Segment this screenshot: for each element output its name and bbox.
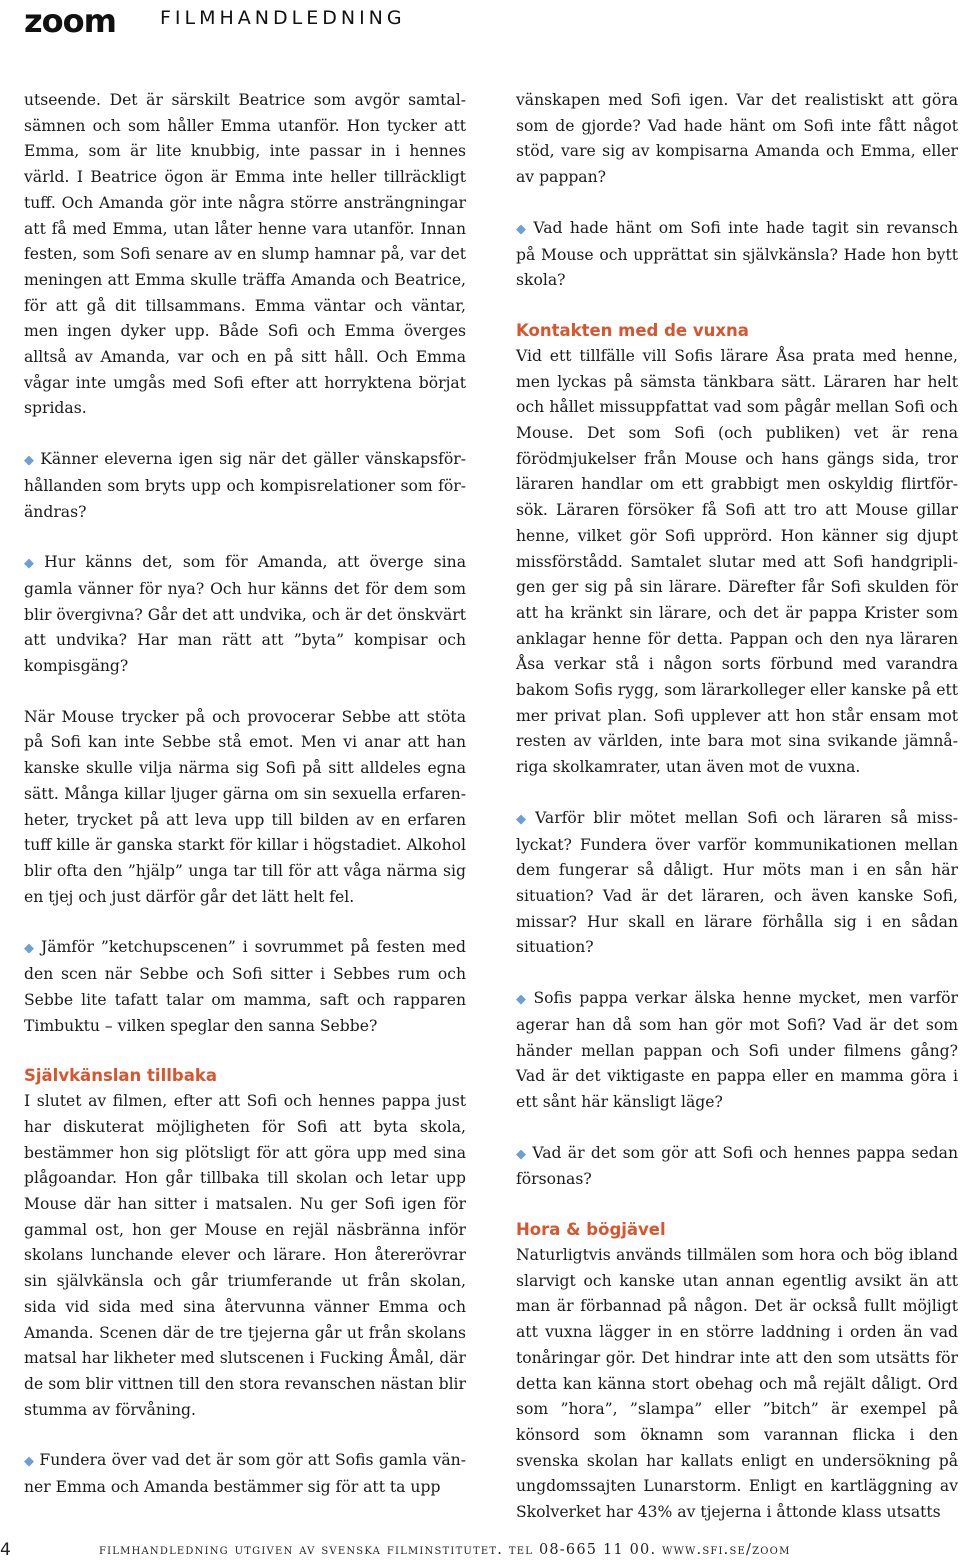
question: ◆ Jämför ”ketchupscenen” i sovrummet på festen med den scen när Sebbe och Sofi sitter i Sebbes rum och Sebbe lite tafatt talar om mamma, saft och rapparen Timbuktu – vilken speglar den sanna Sebbe? (24, 938, 466, 1035)
section-heading: Självkänslan tillbaka (24, 1066, 217, 1086)
header-title: FILMHANDLEDNING (160, 7, 406, 29)
question: ◆ Känner eleverna igen sig när det gäller vänskapsförhållanden som bryts upp och kompisrelationer som förändras? (24, 450, 466, 521)
diamond-bullet-icon: ◆ (516, 1146, 528, 1162)
paragraph: När Mouse trycker på och provocerar Sebbe att stöta på Sofi kan inte Sebbe stå emot. Men vi anar att han kanske skulle vilja närma sig Sofi på sitt alldeles egna sätt. Många killar ljuger gärna om sin sexuella erfarenheter, trycket på att leva upp till bilden av en erfaren tuff kille är ganska starkt för killar i högstadiet. Alkohol blir ofta den ”hjälp” unga tar till för att våga närma sig en tjej och just därför går det lätt helt fel. (24, 707, 466, 906)
left-column (24, 88, 466, 1501)
paragraph: Naturligtvis används tillmälen som hora och bög ibland slarvigt och kanske utan annan egentlig avsikt än att man är förbannad på någon. Det är också fullt möjligt att vuxna lägger in en större laddning i orden än vad tonåringar gör. Det hindrar inte att den som utsätts för detta kan känna stort obehag och må rejält dåligt. Ord som ”hora”, ”slampa” eller ”bitch” är exempel på könsord som öknamn som varannan flicka i den svenska skolan har kallats enligt en undersökning på ungdomssajten Lunarstorm. Enligt en kartläggning av Skolverket har 43% av tjejerna i åttonde klass utsatts (516, 1246, 958, 1522)
section-heading: Kontakten med de vuxna (516, 320, 749, 340)
zoom-logo: zoom (24, 2, 116, 40)
question: ◆ Sofis pappa verkar älska henne mycket, men varför agerar han då som han gör mot Sofi? Vad är det som händer mellan pappan och Sofi under filmens gång? Vad är det viktigaste en pappa eller en mamma göra i ett sånt här känsligt läge? (516, 989, 958, 1111)
diamond-bullet-icon: ◆ (516, 221, 529, 237)
paragraph: vänskapen med Sofi igen. Var det realistiskt att göra som de gjorde? Vad hade hänt om Sofi inte fått något stöd, vare sig av kompisarna Amanda och Emma, eller av pappan? (516, 91, 958, 187)
question: ◆ Vad är det som gör att Sofi och hennes pappa sedan försonas? (516, 1143, 958, 1189)
paragraph: utseende. Det är särskilt Beatrice som avgör samtalsämnen och som håller Emma utanför. Hon tycker att Emma, som är lite knubbig, inte passar in i hennes värld. I Beatrice ögon är Emma inte heller tillräckligt tuff. Och Amanda gör inte några större ansträngningar att få med Emma, utan låter henne vara utanför. Innan festen, som Sofi senare av en slump hamnar på, var det meningen att Emma skulle träffa Amanda och Beatrice, för att gå dit tillsammans. Emma väntar och väntar, men ingen dyker upp. Både Sofi och Emma överges alltså av Amanda, var och en på sitt håll. Och Emma vågar inte umgås med Sofi efter att horryktena börjat spridas. (24, 91, 466, 418)
diamond-bullet-icon: ◆ (516, 992, 529, 1008)
page-number: 4 (0, 1540, 11, 1560)
diamond-bullet-icon: ◆ (24, 941, 36, 957)
question: ◆ Hur känns det, som för Amanda, att överge sina gamla vänner för nya? Och hur känns det för dem som blir övergivna? Går det att undvika, och är det önskvärt att undvika? Har man rätt att ”byta” kompisar och kompisgäng? (24, 553, 467, 676)
footer-text: filmhandledning utgiven av svenska filminstitutet. tel 08-665 11 00. www.sfi.se/zoom (99, 1542, 791, 1558)
question: ◆ Vad hade hänt om Sofi inte hade tagit sin revansch på Mouse och upprättat sin självkänsla? Hade hon bytt skola? (516, 218, 958, 290)
right-column (516, 88, 958, 1526)
question: ◆ Fundera över vad det är som gör att Sofis gamla vänner Emma och Amanda bestämmer sig för att ta upp (24, 1451, 467, 1497)
diamond-bullet-icon: ◆ (24, 556, 40, 572)
page-footer (0, 1540, 960, 1560)
section-heading: Hora & bögjävel (516, 1220, 666, 1240)
diamond-bullet-icon: ◆ (24, 1454, 35, 1470)
diamond-bullet-icon: ◆ (24, 453, 36, 469)
question: ◆ Varför blir mötet mellan Sofi och läraren så misslyckat? Fundera över varför kommunikationen mellan dem fungerar så dåligt. Hur möts man i en sån här situation? Vad är det läraren, och även kanske Sofi, missar? Hur skall en lärare förhålla sig i en sådan situation? (516, 808, 958, 957)
paragraph: Vid ett tillfälle vill Sofis lärare Åsa prata med henne, men lyckas på sämsta tänkbara sätt. Läraren har helt och hållet missuppfattat vad som pågår mellan Sofi och Mouse. Det som Sofi (och publiken) vet är rena förödmjukelser från Mouse och hans gängs sida, tror läraren handlar om ett grabbigt men oskyldig flirtförsök. Läraren försöker få Sofi att tro att Mouse gillar henne, vilket gör Sofi upprörd. Hon känner sig djupt missförstådd. Samtalet slutar med att Sofi handgripligen ger sig på sin lärare. Därefter får Sofi skulden för att ha kränkt sin lärare, och det är pappa Krister som anklagar henne för detta. Pappan och den nya läraren Åsa verkar stå i någon sorts förbund med varandra bakom Sofis rygg, som lärarkolleger eller kanske på ett mer privat plan. Sofi upplever att hon står ensam mot resten av världen, inte bara mot sina svikande jämnåriga skolkamrater, utan även mot de vuxna. (516, 346, 958, 777)
page-header (24, 0, 944, 40)
diamond-bullet-icon: ◆ (516, 811, 531, 827)
paragraph: I slutet av filmen, efter att Sofi och hennes pappa just har diskuterat möjligheten för Sofi att byta skola, bestämmer hon sig plötsligt för att göra upp med sina plågoandar. Hon går tillbaka till skolan och letar upp Mouse där han sitter i matsalen. Nu ger Sofi igen för gammal ost, hon ger Mouse en rejäl näsbränna inför skolans lunchande elever och lärare. Hon återerövrar sin självkänsla och går triumferande ut från skolan, sida vid sida med sina återvunna vänner Emma och Amanda. Scenen där de tre tjejerna går ut från skolans matsal har likheter med slutscenen i Fucking Åmål, där de som blir vittnen till den stora revanschen nästan blir stumma av förvåning. (24, 1092, 466, 1419)
